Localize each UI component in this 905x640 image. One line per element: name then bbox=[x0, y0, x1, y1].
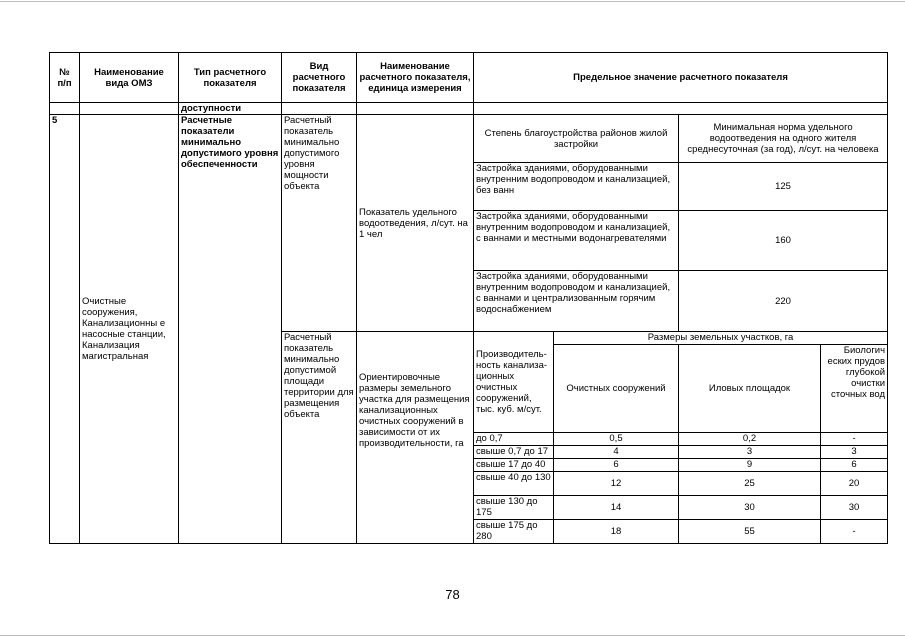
cont-cell-indicator bbox=[357, 103, 474, 115]
header-kind: Вид расчетного показателя bbox=[282, 53, 357, 103]
subhead-ponds: Биологич еских прудов глубокой очистки сточных вод bbox=[821, 345, 888, 433]
amenity-level: Застройка зданиями, оборудованными внутренним водопроводом и канализацией, с ваннами и местными водонагревателями bbox=[474, 211, 679, 271]
sludge-area: 0,2 bbox=[679, 433, 821, 446]
norm-value: 160 bbox=[679, 211, 888, 271]
ponds-area: - bbox=[821, 520, 888, 544]
table-header-row bbox=[50, 53, 888, 103]
ponds-area: 3 bbox=[821, 446, 888, 459]
bottom-scan-line bbox=[0, 635, 905, 636]
cont-cell-kind bbox=[282, 103, 357, 115]
table-row bbox=[50, 115, 888, 163]
subhead-treatment: Очистных сооружений bbox=[554, 345, 679, 433]
sludge-area: 3 bbox=[679, 446, 821, 459]
ponds-area: 20 bbox=[821, 472, 888, 496]
top-scan-line bbox=[0, 1, 905, 2]
amenity-level: Застройка зданиями, оборудованными внутренним водопроводом и канализацией, с ваннами и централизованным горячим водоснабжением bbox=[474, 271, 679, 332]
amenity-level: Застройка зданиями, оборудованными внутренним водопроводом и канализацией, без ванн bbox=[474, 163, 679, 211]
cont-cell-name bbox=[80, 103, 179, 115]
treatment-area: 12 bbox=[554, 472, 679, 496]
sludge-area: 30 bbox=[679, 496, 821, 520]
norm-value: 220 bbox=[679, 271, 888, 332]
capacity-range: свыше 40 до 130 bbox=[474, 472, 554, 496]
sludge-area: 55 bbox=[679, 520, 821, 544]
sludge-area: 9 bbox=[679, 459, 821, 472]
header-num-text: № п/п bbox=[57, 66, 72, 89]
indicator-name-land: Ориентировочные размеры земельного участка для размещения канализационных очистных сооружений в зависимости от их производительности, га bbox=[357, 332, 474, 544]
col-amenity-head: Степень благоустройства районов жилой застройки bbox=[474, 115, 679, 163]
page-number: 78 bbox=[445, 587, 460, 602]
header-name: Наименование вида ОМЗ bbox=[80, 53, 179, 103]
row-number: 5 bbox=[50, 115, 80, 544]
indicator-kind-area: Расчетный показатель минимально допустимой площади территории для размещения объекта bbox=[282, 332, 357, 544]
ponds-area: 30 bbox=[821, 496, 888, 520]
capacity-range: свыше 17 до 40 bbox=[474, 459, 554, 472]
header-type: Тип расчетного показателя bbox=[179, 53, 282, 103]
treatment-area: 14 bbox=[554, 496, 679, 520]
header-indicator: Наименование расчетного показателя, единица измерения bbox=[357, 53, 474, 103]
capacity-range: свыше 175 до 280 bbox=[474, 520, 554, 544]
header-limit: Предельное значение расчетного показателя bbox=[474, 53, 888, 103]
subhead-sludge: Иловых площадок bbox=[679, 345, 821, 433]
cont-cell-num bbox=[50, 103, 80, 115]
omz-table bbox=[49, 52, 888, 544]
cont-cell-limit bbox=[474, 103, 888, 115]
capacity-range: свыше 0,7 до 17 bbox=[474, 446, 554, 459]
col-norm-head: Минимальная норма удельного водоотведения на одного жителя среднесуточная (за год), л/сут. на человека bbox=[679, 115, 888, 163]
omz-name: Очистные сооружения, Канализационны е насосные станции, Канализация магистральная bbox=[80, 115, 179, 544]
continuation-text: доступности bbox=[179, 103, 282, 115]
land-size-head: Размеры земельных участков, га bbox=[554, 332, 888, 345]
ponds-area: - bbox=[821, 433, 888, 446]
productivity-head: Производитель-ность канализа-ционных очистных сооружений, тыс. куб. м/сут. bbox=[474, 332, 554, 433]
norm-value: 125 bbox=[679, 163, 888, 211]
header-num bbox=[50, 53, 80, 103]
capacity-range: свыше 130 до 175 bbox=[474, 496, 554, 520]
treatment-area: 6 bbox=[554, 459, 679, 472]
treatment-area: 4 bbox=[554, 446, 679, 459]
sludge-area: 25 bbox=[679, 472, 821, 496]
indicator-kind-capacity: Расчетный показатель минимально допустимого уровня мощности объекта bbox=[282, 115, 357, 332]
treatment-area: 18 bbox=[554, 520, 679, 544]
indicator-name-drainage: Показатель удельного водоотведения, л/сут. на 1 чел bbox=[357, 115, 474, 332]
capacity-range: до 0,7 bbox=[474, 433, 554, 446]
treatment-area: 0,5 bbox=[554, 433, 679, 446]
ponds-area: 6 bbox=[821, 459, 888, 472]
continuation-row bbox=[50, 103, 888, 115]
indicator-type: Расчетные показатели минимально допустимого уровня обеспеченности bbox=[179, 115, 282, 544]
